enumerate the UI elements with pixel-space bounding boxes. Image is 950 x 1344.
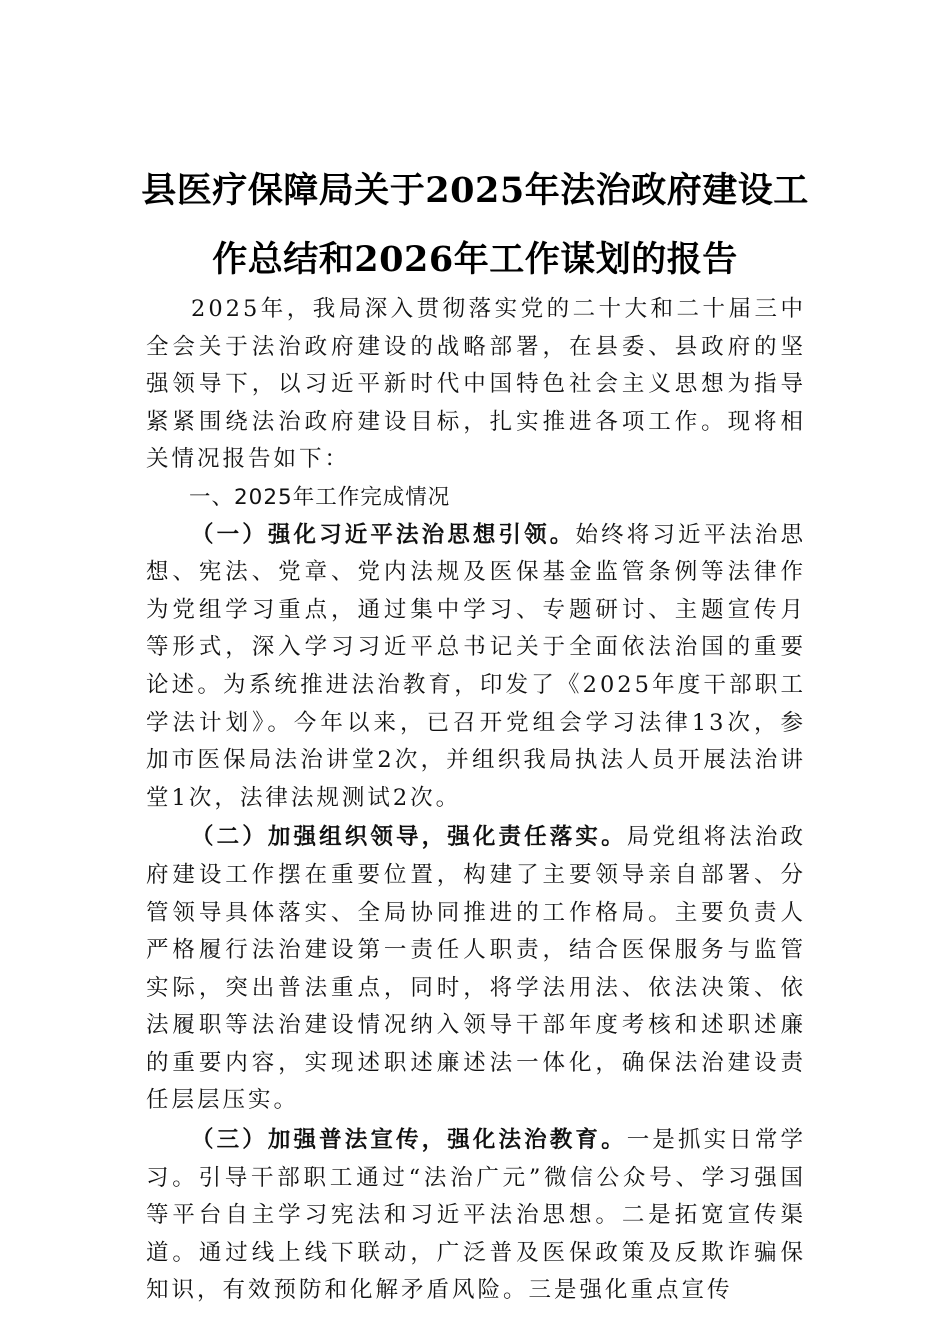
section-3-text: 一是抓实日常学习。引导干部职工通过“法治广元”微信公众号、学习强国等平台自主学习宪法和习近平法治思想。二是拓宽宣传渠道。通过线上线下联动，广泛普及医保政策及反欺诈骗保知识，有效预防和化解矛盾风险。三是强化重点宣传 [146,1127,806,1304]
document-title-line-2: 作总结和2026年工作谋划的报告 [212,239,738,280]
section-3-paragraph [146,1122,806,1310]
intro-paragraph: 2025年，我局深入贯彻落实党的二十大和二十届三中全会关于法治政府建设的战略部署，在县委、县政府的坚强领导下，以习近平新时代中国特色社会主义思想为指导紧紧围绕法治政府建设目标，扎实推进各项工作。现将相关情况报告如下： [146,296,806,473]
section-2-text: 局党组将法治政府建设工作摆在重要位置，构建了主要领导亲自部署、分管领导具体落实、全局协同推进的工作格局。主要负责人严格履行法治建设第一责任人职责，结合医保服务与监管实际，突出普法重点，同时，将学法用法、依法决策、依法履职等法治建设情况纳入领导干部年度考核和述职述廉的重要内容，实现述职述廉述法一体化，确保法治建设责任层层压实。 [146,824,806,1114]
document-title-line-1: 县医疗保障局关于2025年法治政府建设工 [141,170,809,211]
section-1-text: 始终将习近平法治思想、宪法、党章、党内法规及医保基金监管条例等法律作为党组学习重点，通过集中学习、专题研讨、主题宣传月等形式，深入学习习近平总书记关于全面依法治国的重要论述。为系统推进法治教育，印发了《2025年度干部职工学法计划》。今年以来，已召开党组会学习法律13次，参加市医保局法治讲堂2次，并组织我局执法人员开展法治讲堂1次，法律法规测试2次。 [146,521,806,811]
section-2-lead: （二）加强组织领导，强化责任落实。 [191,824,627,851]
section-heading-1: 一、2025年工作完成情况 [189,484,451,510]
section-2-paragraph [146,819,806,1120]
section-1-paragraph [146,517,806,818]
section-1-lead: （一）强化习近平法治思想引领。 [191,521,576,548]
document-body [146,291,806,1310]
section-3-lead: （三）加强普法宣传，强化法治教育。 [191,1127,627,1154]
